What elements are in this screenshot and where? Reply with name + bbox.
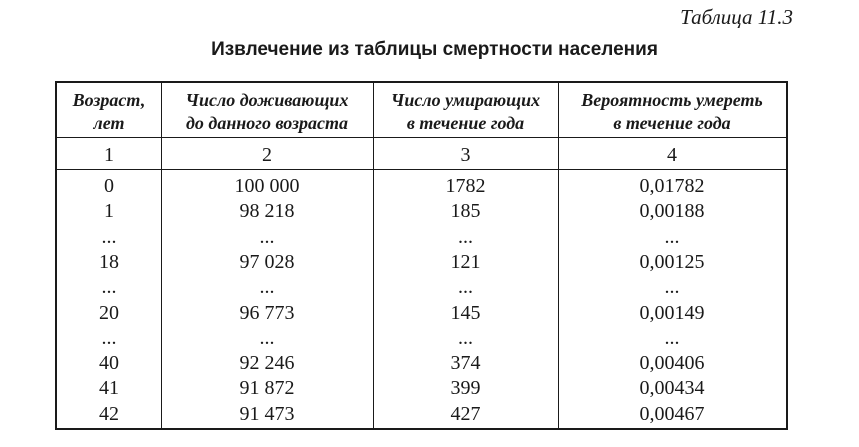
- column-number-divider: [57, 169, 786, 170]
- cell-probability: ...: [664, 225, 680, 248]
- cell-survivors: 98 218: [239, 200, 295, 223]
- column-number: 3: [460, 144, 471, 166]
- cell-probability: ...: [664, 326, 680, 349]
- cell-deaths: 374: [450, 352, 481, 375]
- cell-age: 20: [99, 301, 119, 324]
- cell-probability: 0,01782: [639, 175, 705, 197]
- cell-age: 40: [99, 352, 119, 375]
- cell-deaths: 145: [450, 301, 481, 324]
- cell-age: ...: [101, 225, 117, 248]
- cell-survivors: ...: [259, 276, 275, 299]
- header-age-line2: лет: [93, 113, 125, 133]
- cell-survivors: 92 246: [239, 352, 295, 375]
- header-deaths-line2: в течение года: [406, 113, 525, 133]
- cell-deaths: 1782: [445, 175, 486, 197]
- cell-probability: 0,00125: [639, 250, 705, 273]
- header-probability-line2: в течение года: [613, 113, 731, 133]
- cell-deaths: 399: [450, 377, 481, 400]
- cell-probability: 0,00188: [639, 200, 705, 223]
- cell-probability: 0,00467: [639, 402, 705, 425]
- cell-survivors: 91 872: [239, 377, 295, 400]
- column-number: 1: [104, 144, 114, 166]
- header-probability: [558, 89, 786, 135]
- cell-probability: 0,00434: [639, 377, 705, 400]
- cell-age: 0: [104, 175, 114, 197]
- cell-deaths: 121: [450, 250, 481, 273]
- cell-age: 42: [99, 402, 119, 425]
- table-title: Извлечение из таблицы смертности населения: [211, 39, 658, 60]
- cell-survivors: 100 000: [234, 175, 300, 197]
- cell-deaths: ...: [458, 276, 473, 299]
- header-survivors-line1: Число доживающих: [185, 90, 349, 110]
- header-divider: [57, 137, 786, 138]
- header-survivors: [161, 89, 373, 135]
- cell-age: 41: [99, 377, 119, 400]
- header-age-line1: Возраст,: [72, 90, 146, 110]
- cell-age: ...: [101, 326, 117, 349]
- cell-survivors: 96 773: [239, 301, 295, 324]
- cell-survivors: 91 473: [239, 402, 295, 425]
- column-number: 2: [262, 144, 272, 166]
- header-deaths-line1: Число умирающих: [390, 90, 541, 110]
- column-number: 4: [667, 144, 677, 166]
- cell-probability: 0,00149: [639, 301, 705, 324]
- cell-probability: ...: [664, 276, 680, 299]
- header-probability-line1: Вероятность умереть: [581, 90, 763, 110]
- cell-survivors: 97 028: [239, 250, 295, 273]
- table-number: Таблица 11.3: [680, 5, 793, 29]
- cell-age: 1: [104, 200, 114, 223]
- cell-deaths: 185: [450, 200, 481, 223]
- cell-survivors: ...: [259, 326, 275, 349]
- cell-age: ...: [101, 276, 117, 299]
- cell-deaths: ...: [458, 225, 473, 248]
- cell-deaths: 427: [450, 402, 481, 425]
- cell-probability: 0,00406: [639, 352, 705, 375]
- cell-survivors: ...: [259, 225, 275, 248]
- header-survivors-line2: до данного возраста: [185, 113, 349, 133]
- cell-deaths: ...: [458, 326, 473, 349]
- header-age: [57, 89, 161, 135]
- mortality-table: [55, 81, 788, 430]
- cell-age: 18: [99, 250, 119, 273]
- header-deaths: [373, 89, 558, 135]
